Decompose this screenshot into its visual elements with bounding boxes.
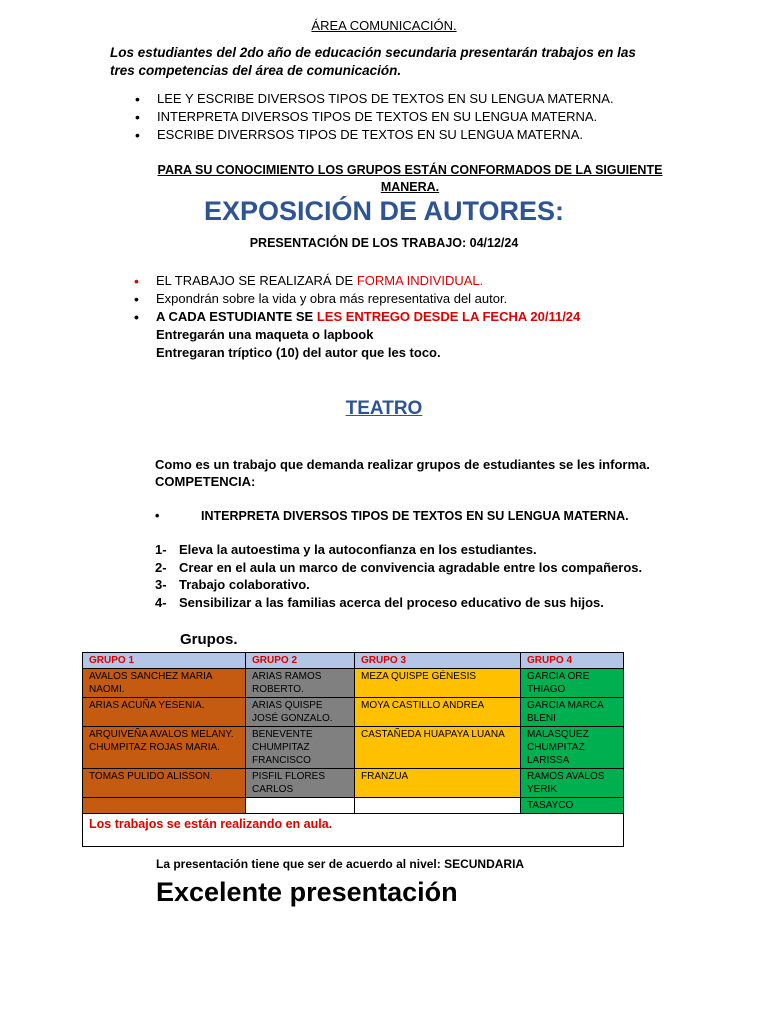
column-header: GRUPO 4 bbox=[521, 653, 624, 669]
table-row bbox=[83, 698, 624, 727]
table-header-row bbox=[83, 653, 624, 669]
rule-text: A CADA ESTUDIANTE SE bbox=[156, 309, 317, 324]
table-cell: TASAYCO bbox=[521, 798, 624, 814]
table-cell: PISFIL FLORES CARLOS bbox=[246, 769, 355, 798]
table-note: Los trabajos se están realizando en aula. bbox=[83, 814, 624, 847]
exposicion-title: EXPOSICIÓN DE AUTORES: bbox=[203, 196, 565, 226]
table-cell: MEZA QUISPE GÉNESIS bbox=[355, 669, 521, 698]
table-cell: MALASQUEZ CHUMPITAZ LARISSA bbox=[521, 727, 624, 769]
table-cell: GARCIA MARCA BLENI bbox=[521, 698, 624, 727]
table-row bbox=[83, 727, 624, 769]
column-header: GRUPO 2 bbox=[246, 653, 355, 669]
groups-table bbox=[82, 652, 624, 847]
table-cell bbox=[355, 798, 521, 814]
list-item: • Expondrán sobre la vida y obra más representativa del autor. bbox=[134, 290, 694, 308]
table-cell: ARIAS RAMOS ROBERTO. bbox=[246, 669, 355, 698]
teatro-title: TEATRO bbox=[345, 398, 423, 419]
list-item bbox=[134, 308, 694, 326]
table-cell: ARIAS QUISPE JOSÉ GONZALO. bbox=[246, 698, 355, 727]
table-cell: MOYA CASTILLO ANDREA bbox=[355, 698, 521, 727]
table-cell: FRANZUA bbox=[355, 769, 521, 798]
teatro-competency bbox=[155, 507, 715, 525]
item-number: 4- bbox=[155, 594, 167, 610]
table-cell: ARIAS ACUÑA YESENIA. bbox=[83, 698, 246, 727]
item-text: Eleva la autoestima y la autoconfianza en los estudiantes. bbox=[179, 542, 537, 557]
teatro-intro-line: Como es un trabajo que demanda realizar grupos de estudiantes se les informa. bbox=[155, 457, 650, 472]
column-header: GRUPO 1 bbox=[83, 653, 246, 669]
table-cell: CASTAÑEDA HUAPAYA LUANA bbox=[355, 727, 521, 769]
list-item: • ESCRIBE DIVERRSOS TIPOS DE TEXTOS EN SU LENGUA MATERNA. bbox=[135, 126, 695, 144]
table-cell: ARQUIVEÑA AVALOS MELANY. CHUMPITAZ ROJAS MARIA. bbox=[83, 727, 246, 769]
rule-text: EL TRABAJO SE REALIZARÁ DE bbox=[156, 273, 357, 288]
item-text: Sensibilizar a las familias acerca del proceso educativo de sus hijos. bbox=[179, 594, 604, 610]
table-cell: GARCIA ORE THIAGO bbox=[521, 669, 624, 698]
presentation-date: PRESENTACIÓN DE LOS TRABAJO: 04/12/24 bbox=[249, 236, 519, 250]
groups-note: PARA SU CONOCIMIENTO LOS GRUPOS ESTÁN CONFORMADOS DE LA SIGUIENTE MANERA. bbox=[157, 163, 663, 194]
table-row bbox=[83, 669, 624, 698]
list-item bbox=[155, 541, 755, 559]
rule-subline: Entregaran tríptico (10) del autor que les toco. bbox=[156, 345, 441, 360]
item-text: Crear en el aula un marco de convivencia agradable entre los compañeros. bbox=[179, 559, 643, 575]
table-row bbox=[83, 798, 624, 814]
rule-subline: Entregarán una maqueta o lapbook bbox=[156, 327, 374, 342]
groups-title: Grupos. bbox=[180, 631, 238, 648]
table-cell: TOMAS PULIDO ALISSON. bbox=[83, 769, 246, 798]
exposicion-rules bbox=[134, 272, 694, 362]
teatro-intro bbox=[155, 456, 715, 490]
competency-list bbox=[135, 90, 695, 144]
column-header: GRUPO 3 bbox=[355, 653, 521, 669]
document-header: ÁREA COMUNICACIÓN. bbox=[311, 18, 457, 33]
item-number: 3- bbox=[155, 577, 167, 592]
intro-paragraph: Los estudiantes del 2do año de educación secundaria presentarán trabajos en las tres competencias del área de comunicación. bbox=[110, 45, 636, 78]
table-cell: BENEVENTE CHUMPITAZ FRANCISCO bbox=[246, 727, 355, 769]
table-cell: AVALOS SANCHEZ MARIA NAOMI. bbox=[83, 669, 246, 698]
competency-text: INTERPRETA DIVERSOS TIPOS DE TEXTOS EN SU LENGUA MATERNA. bbox=[201, 509, 629, 523]
list-item bbox=[155, 576, 755, 594]
list-item bbox=[155, 594, 755, 612]
list-item: • LEE Y ESCRIBE DIVERSOS TIPOS DE TEXTOS EN SU LENGUA MATERNA. bbox=[135, 90, 695, 108]
list-item bbox=[155, 559, 755, 577]
closing-heading: Excelente presentación bbox=[156, 877, 458, 907]
rule-highlight: LES ENTREGO DESDE LA FECHA 20/11/24 bbox=[316, 309, 581, 324]
rule-highlight: FORMA INDIVIDUAL. bbox=[356, 273, 484, 288]
table-row bbox=[83, 769, 624, 798]
list-item bbox=[134, 272, 694, 290]
item-number: 1- bbox=[155, 542, 167, 557]
teatro-intro-line: COMPETENCIA: bbox=[155, 474, 256, 489]
table-cell bbox=[83, 798, 246, 814]
bullet-icon: • bbox=[155, 509, 160, 523]
table-note-row bbox=[83, 814, 624, 847]
item-number: 2- bbox=[155, 559, 167, 575]
level-note: La presentación tiene que ser de acuerdo al nivel: SECUNDARIA bbox=[156, 857, 525, 871]
objectives-list bbox=[155, 541, 755, 611]
table-cell bbox=[246, 798, 355, 814]
list-item: • INTERPRETA DIVERSOS TIPOS DE TEXTOS EN SU LENGUA MATERNA. bbox=[135, 108, 695, 126]
table-cell: RAMOS AVALOS YERIK bbox=[521, 769, 624, 798]
item-text: Trabajo colaborativo. bbox=[179, 577, 310, 592]
